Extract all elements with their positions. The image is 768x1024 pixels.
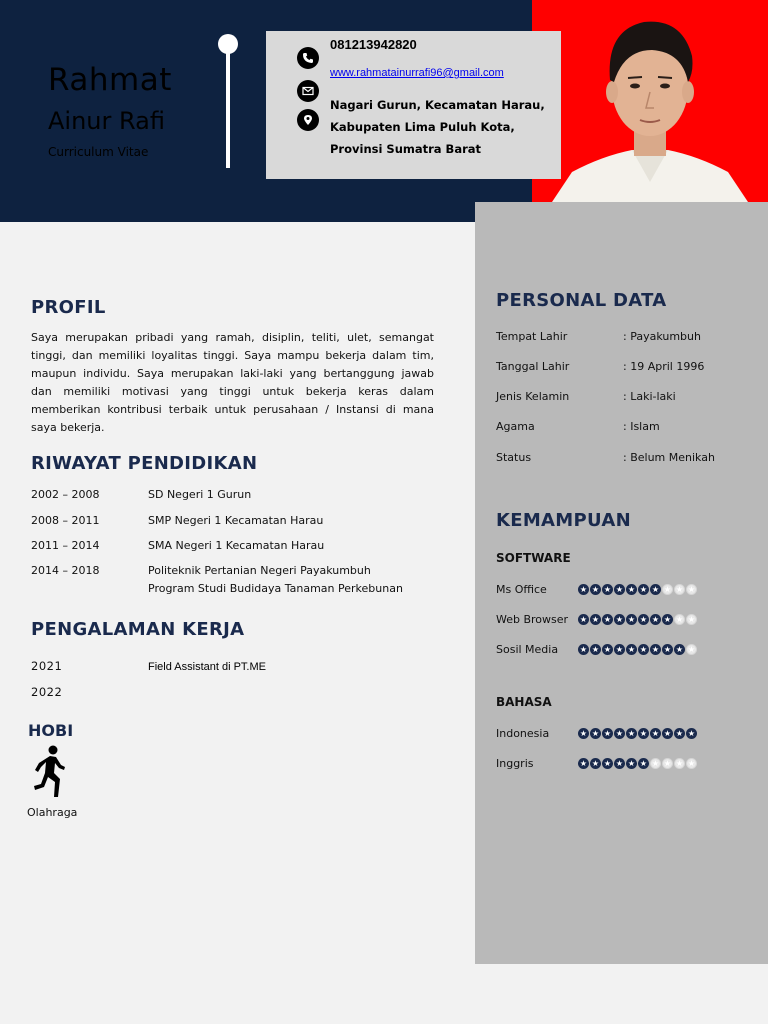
skill-rating [578, 614, 697, 625]
star-filled-icon: ★ [639, 614, 648, 624]
work-heading: PENGALAMAN KERJA [31, 619, 245, 640]
edu-years: 2008 – 2011 [31, 514, 100, 527]
star-filled-icon: ★ [591, 614, 600, 624]
edu-program: Program Studi Budidaya Tanaman Perkebunan [148, 582, 403, 595]
pd-label: Tempat Lahir [496, 330, 568, 343]
star-filled-icon: ★ [663, 728, 672, 738]
star-empty-icon: ★ [651, 758, 660, 768]
runner-icon [32, 745, 66, 799]
personal-data-heading: PERSONAL DATA [496, 290, 667, 311]
portrait-illustration [532, 0, 768, 202]
star-filled-icon: ★ [663, 614, 672, 624]
edu-school: Politeknik Pertanian Negeri Payakumbuh [148, 564, 371, 577]
star-filled-icon: ★ [639, 728, 648, 738]
star-empty-icon: ★ [663, 584, 672, 594]
edu-years: 2011 – 2014 [31, 539, 100, 552]
star-filled-icon: ★ [579, 584, 588, 594]
work-year-start: 2021 [31, 659, 63, 673]
star-filled-icon: ★ [627, 728, 636, 738]
star-filled-icon: ★ [675, 644, 684, 654]
language-rating [578, 728, 697, 739]
star-empty-icon: ★ [687, 644, 696, 654]
star-filled-icon: ★ [591, 584, 600, 594]
language-rating [578, 758, 697, 769]
star-filled-icon: ★ [651, 728, 660, 738]
pd-value: : Payakumbuh [623, 330, 701, 343]
hobi-heading: HOBI [28, 721, 74, 740]
star-filled-icon: ★ [639, 584, 648, 594]
pd-label: Tanggal Lahir [496, 360, 570, 373]
star-filled-icon: ★ [591, 758, 600, 768]
star-filled-icon: ★ [675, 728, 684, 738]
star-filled-icon: ★ [627, 584, 636, 594]
skill-label: Ms Office [496, 583, 547, 596]
edu-school: SMP Negeri 1 Kecamatan Harau [148, 514, 324, 527]
skill-label: Web Browser [496, 613, 569, 626]
star-filled-icon: ★ [603, 644, 612, 654]
star-filled-icon: ★ [615, 614, 624, 624]
pd-value: : 19 April 1996 [623, 360, 705, 373]
work-description: Field Assistant di PT.ME [148, 661, 266, 673]
star-empty-icon: ★ [675, 758, 684, 768]
star-filled-icon: ★ [651, 644, 660, 654]
star-filled-icon: ★ [579, 728, 588, 738]
language-label: Indonesia [496, 727, 550, 740]
star-filled-icon: ★ [687, 728, 696, 738]
star-filled-icon: ★ [651, 584, 660, 594]
star-filled-icon: ★ [603, 584, 612, 594]
star-filled-icon: ★ [579, 644, 588, 654]
profil-text: Saya merupakan pribadi yang ramah, disiplin, teliti, ulet, semangat tinggi, dan memiliki loyalitas tinggi. Saya mampu bekerja dalam tim, maupun individu. Saya merupakan laki-laki yang bertanggung jawab dan memiliki motivasi yang tinggi untuk bekerja keras dalam memberikan kontribusi terbaik untuk perusahaan / Instansi di mana saya bekerja. [31, 331, 434, 434]
star-filled-icon: ★ [627, 758, 636, 768]
edu-school: SD Negeri 1 Gurun [148, 488, 252, 501]
work-year-end: 2022 [31, 685, 63, 699]
email-link[interactable]: www.rahmatainurrafi96@gmail.com [330, 67, 504, 79]
profil-heading: PROFIL [31, 297, 106, 318]
decorative-divider [226, 50, 230, 168]
star-empty-icon: ★ [687, 584, 696, 594]
star-filled-icon: ★ [627, 644, 636, 654]
address: Nagari Gurun, Kecamatan Harau, Kabupaten Lima Puluh Kota, Provinsi Sumatra Barat [330, 98, 545, 156]
star-filled-icon: ★ [615, 758, 624, 768]
phone-number: 081213942820 [330, 37, 417, 52]
star-filled-icon: ★ [627, 614, 636, 624]
star-filled-icon: ★ [663, 644, 672, 654]
star-filled-icon: ★ [615, 644, 624, 654]
pd-label: Status [496, 451, 532, 464]
hobi-label: Olahraga [27, 806, 78, 819]
star-filled-icon: ★ [603, 728, 612, 738]
star-filled-icon: ★ [651, 614, 660, 624]
star-filled-icon: ★ [591, 644, 600, 654]
star-filled-icon: ★ [591, 728, 600, 738]
edu-years: 2014 – 2018 [31, 564, 100, 577]
skills-heading: KEMAMPUAN [496, 510, 631, 531]
pd-label: Agama [496, 420, 535, 433]
star-filled-icon: ★ [615, 728, 624, 738]
star-empty-icon: ★ [687, 614, 696, 624]
star-filled-icon: ★ [603, 758, 612, 768]
location-pin-icon [297, 109, 319, 131]
profile-photo [532, 0, 768, 202]
pd-label: Jenis Kelamin [496, 390, 570, 403]
star-empty-icon: ★ [663, 758, 672, 768]
skill-rating [578, 584, 697, 595]
star-empty-icon: ★ [675, 614, 684, 624]
language-label: Inggris [496, 757, 534, 770]
star-filled-icon: ★ [615, 584, 624, 594]
last-name: Ainur Rafi [48, 107, 165, 135]
cv-subtitle: Curriculum Vitae [48, 145, 149, 159]
pd-value: : Islam [623, 420, 660, 433]
decorative-dot [218, 34, 238, 54]
language-subheading: BAHASA [496, 695, 552, 709]
star-filled-icon: ★ [579, 758, 588, 768]
star-filled-icon: ★ [639, 758, 648, 768]
envelope-icon [297, 80, 319, 102]
education-heading: RIWAYAT PENDIDIKAN [31, 453, 258, 474]
star-empty-icon: ★ [675, 584, 684, 594]
edu-years: 2002 – 2008 [31, 488, 100, 501]
phone-icon [297, 47, 319, 69]
edu-school: SMA Negeri 1 Kecamatan Harau [148, 539, 325, 552]
software-subheading: SOFTWARE [496, 551, 571, 565]
star-filled-icon: ★ [579, 614, 588, 624]
star-filled-icon: ★ [639, 644, 648, 654]
star-filled-icon: ★ [603, 614, 612, 624]
skill-rating [578, 644, 697, 655]
star-empty-icon: ★ [687, 758, 696, 768]
pd-value: : Laki-laki [623, 390, 676, 403]
pd-value: : Belum Menikah [623, 451, 715, 464]
first-name: Rahmat [48, 62, 172, 98]
skill-label: Sosil Media [496, 643, 559, 656]
